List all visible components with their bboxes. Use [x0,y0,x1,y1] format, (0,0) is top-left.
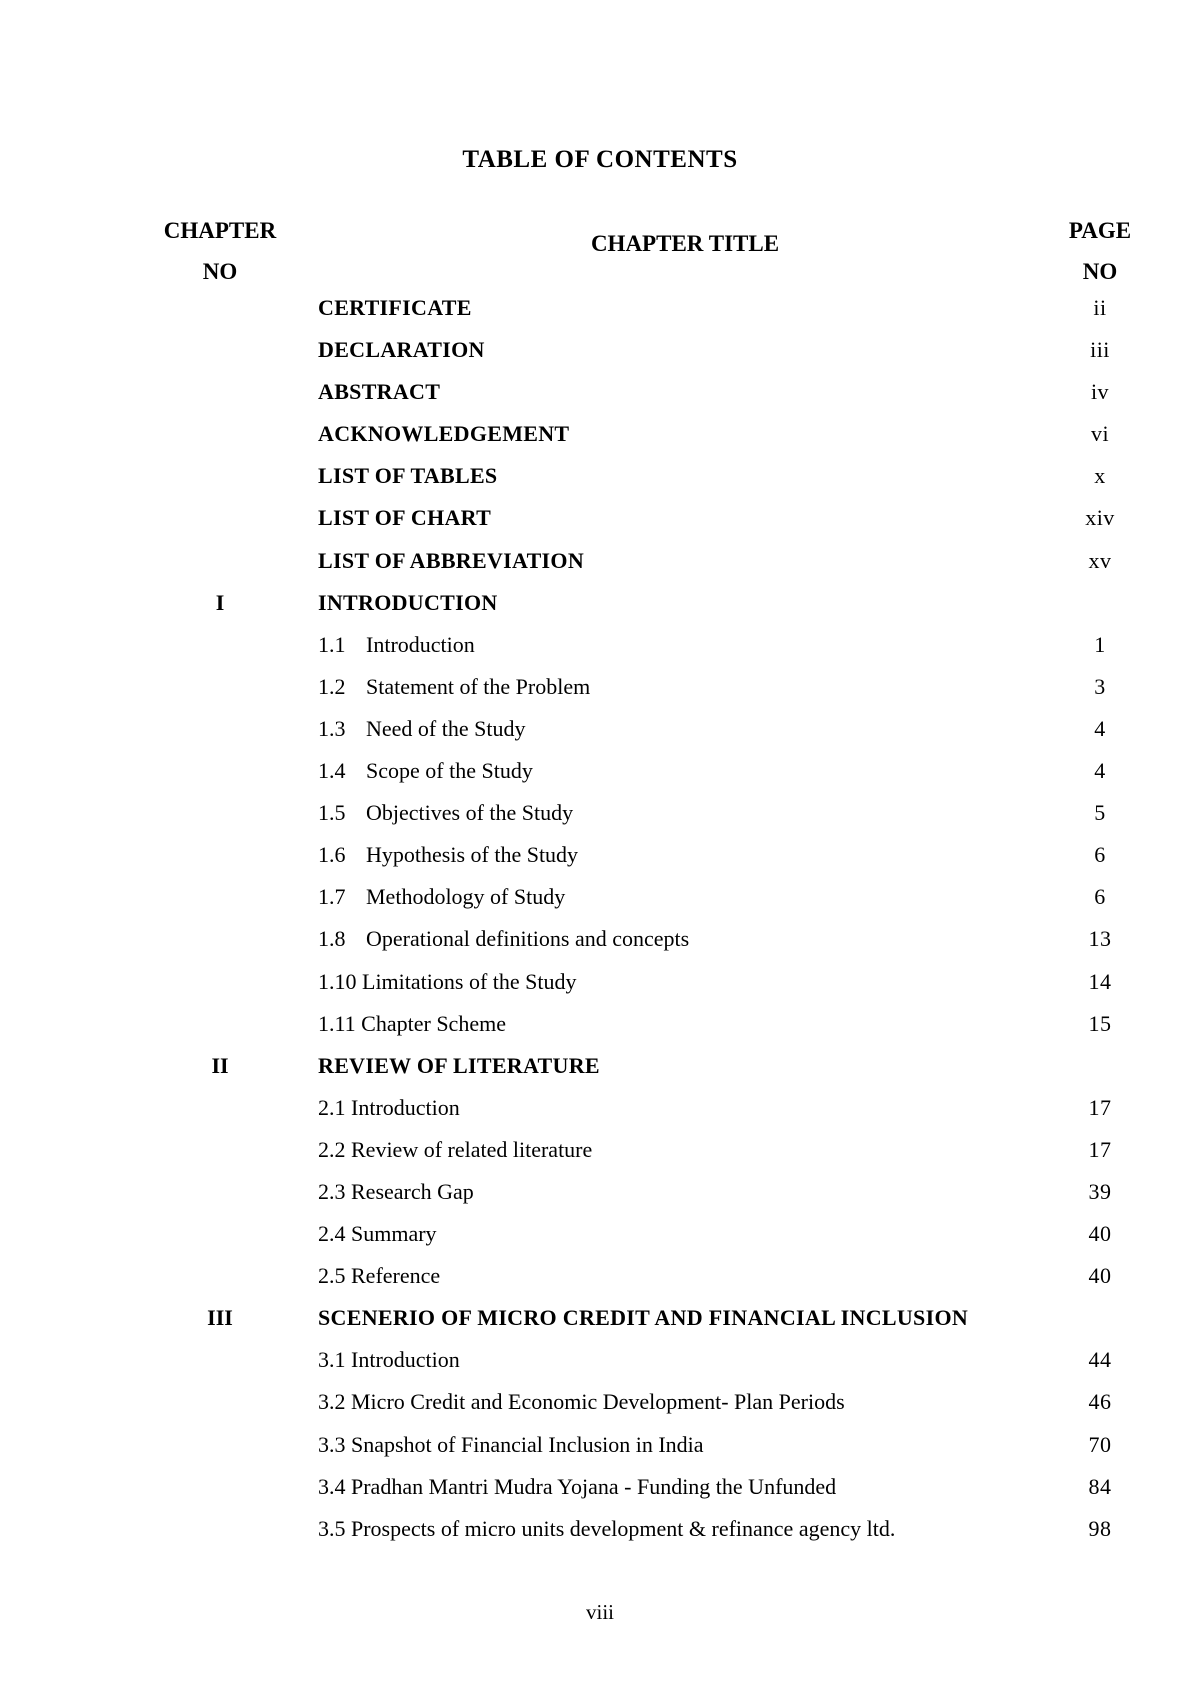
toc-page-no: 46 [1088,1389,1112,1415]
toc-row [0,413,1200,455]
toc-row [0,961,1200,1003]
toc-page-no: 70 [1088,1431,1112,1457]
toc-entry-title [318,1213,437,1255]
toc-entry-text: Methodology of Study [366,884,566,910]
toc-entry-title [318,834,578,876]
toc-entry-text: 2.5 Reference [318,1263,441,1289]
toc-section-number: 1.8 [318,926,346,952]
toc-entry-title [318,1424,704,1466]
toc-chapter-no: II [211,1052,229,1078]
toc-entry-title [318,371,440,413]
toc-page-no: iv [1090,379,1110,405]
toc-row [0,540,1200,582]
chapter-no-header-line2: NO [202,259,238,284]
toc-entry-text: Hypothesis of the Study [366,842,579,868]
toc-page-no: 17 [1088,1094,1112,1120]
toc-entry-text: 2.4 Summary [318,1221,437,1247]
toc-page-no: 3 [1094,673,1106,699]
toc-row [0,287,1200,329]
chapter-no-header-line1: CHAPTER [163,218,277,243]
toc-entry-title [318,1003,506,1045]
toc-entry-title [318,624,475,666]
toc-entry-text: ABSTRACT [318,379,441,405]
toc-chapter-no: I [215,589,225,615]
page-title: TABLE OF CONTENTS [462,146,738,173]
toc-entry-text: Introduction [366,631,475,657]
toc-section-number: 1.4 [318,758,346,784]
toc-entry-text: 3.5 Prospects of micro units development & refinance agency ltd. [318,1515,896,1541]
toc-entry-text: ACKNOWLEDGEMENT [318,421,570,447]
toc-rows [0,287,1200,1550]
toc-page-no: 17 [1088,1136,1112,1162]
toc-section-number: 1.1 [318,631,346,657]
page-number: viii [585,1600,614,1624]
toc-entry-text: REVIEW OF LITERATURE [318,1052,600,1078]
toc-page-no: 98 [1088,1515,1112,1541]
toc-row [0,497,1200,539]
toc-entry-text: CERTIFICATE [318,295,472,320]
toc-entry-title [318,413,569,455]
toc-entry-title [318,1339,460,1381]
toc-page-no: xiv [1085,505,1115,531]
toc-row [0,1381,1200,1423]
toc-entry-title [318,1297,968,1339]
toc-entry-title [318,961,577,1003]
toc-page-no: xv [1088,547,1112,573]
toc-page-no: 40 [1088,1221,1112,1247]
toc-page-no: 6 [1094,842,1106,868]
toc-entry-title [318,540,584,582]
chapter-title-header: CHAPTER TITLE [590,231,780,256]
toc-entry-text: 3.4 Pradhan Mantri Mudra Yojana - Funding the Unfunded [318,1473,837,1499]
toc-row [0,876,1200,918]
toc-row [0,834,1200,876]
toc-entry-title [318,582,498,624]
toc-page-no: 15 [1088,1010,1112,1036]
toc-page-no: 6 [1094,884,1106,910]
toc-entry-text: INTRODUCTION [318,589,498,615]
toc-entry-title [318,750,533,792]
toc-entry-text: 1.11 Chapter Scheme [318,1010,506,1036]
toc-row [0,1339,1200,1381]
toc-page-no: vi [1090,421,1110,447]
toc-row [0,1466,1200,1508]
toc-entry-title [318,1466,836,1508]
toc-entry-title [318,287,472,329]
toc-section-number: 1.3 [318,715,346,741]
toc-page-no: 4 [1094,715,1106,741]
toc-page-no: 5 [1094,800,1106,826]
toc-row [0,1045,1200,1087]
toc-entry-text: 3.3 Snapshot of Financial Inclusion in India [318,1431,704,1457]
toc-row [0,1171,1200,1213]
toc-entry-text: Operational definitions and concepts [366,926,690,952]
toc-entry-text: LIST OF TABLES [318,463,498,489]
toc-row [0,1508,1200,1550]
toc-entry-text: Statement of the Problem [366,673,591,699]
page-no-header-line2: NO [1082,259,1118,284]
toc-entry-title [318,1255,440,1297]
toc-row [0,1087,1200,1129]
toc-row [0,1297,1200,1339]
toc-entry-title [318,497,491,539]
toc-row [0,624,1200,666]
toc-entry-title [318,1508,895,1550]
toc-entry-text: DECLARATION [318,337,485,363]
toc-entry-text: 3.2 Micro Credit and Economic Development- Plan Periods [318,1389,845,1415]
toc-row [0,582,1200,624]
toc-entry-title [318,1045,600,1087]
page-no-header-line1: PAGE [1068,218,1132,243]
toc-page-no: x [1094,463,1106,489]
toc-row [0,1003,1200,1045]
toc-entry-title [318,918,689,960]
toc-row [0,750,1200,792]
toc-page-no: ii [1093,295,1107,320]
toc-row [0,708,1200,750]
toc-entry-title [318,1129,592,1171]
toc-row [0,1213,1200,1255]
toc-page-no: iii [1090,337,1110,363]
toc-entry-text: LIST OF CHART [318,505,492,531]
toc-page-no: 14 [1088,968,1112,994]
toc-entry-title [318,1171,474,1213]
toc-page-no: 13 [1088,926,1112,952]
toc-entry-title [318,792,573,834]
toc-row [0,329,1200,371]
toc-row [0,666,1200,708]
toc-entry-text: LIST OF ABBREVIATION [318,547,585,573]
toc-page-no: 1 [1094,631,1106,657]
toc-page-no: 39 [1088,1178,1112,1204]
toc-entry-title [318,708,525,750]
toc-entry-text: 2.2 Review of related literature [318,1136,593,1162]
toc-entry-text: Need of the Study [366,715,526,741]
toc-entry-title [318,1381,845,1423]
toc-entry-text: SCENERIO OF MICRO CREDIT AND FINANCIAL INCLUSION [318,1305,969,1331]
toc-section-number: 1.5 [318,800,346,826]
toc-chapter-no: III [207,1305,233,1331]
toc-page-no: 40 [1088,1263,1112,1289]
toc-entry-title [318,1087,460,1129]
toc-entry-title [318,455,497,497]
page-no-header [1050,210,1150,292]
toc-row [0,1255,1200,1297]
toc-entry-text: 2.3 Research Gap [318,1178,474,1204]
toc-entry-title [318,876,565,918]
toc-row [0,792,1200,834]
toc-entry-text: Scope of the Study [366,758,533,784]
toc-row [0,918,1200,960]
toc-page-no: 44 [1088,1347,1112,1373]
toc-entry-text: 3.1 Introduction [318,1347,460,1373]
toc-entry-text: 2.1 Introduction [318,1094,460,1120]
toc-entry-text: 1.10 Limitations of the Study [318,968,577,994]
toc-section-number: 1.7 [318,884,346,910]
toc-section-number: 1.2 [318,673,346,699]
toc-row [0,455,1200,497]
toc-page-no: 84 [1088,1473,1112,1499]
toc-entry-title [318,666,590,708]
toc-row [0,1129,1200,1171]
toc-row [0,1424,1200,1466]
chapter-no-header [150,210,290,292]
toc-entry-title [318,329,485,371]
toc-entry-text: Objectives of the Study [366,800,574,826]
toc-section-number: 1.6 [318,842,346,868]
toc-page-no: 4 [1094,758,1106,784]
toc-row [0,371,1200,413]
